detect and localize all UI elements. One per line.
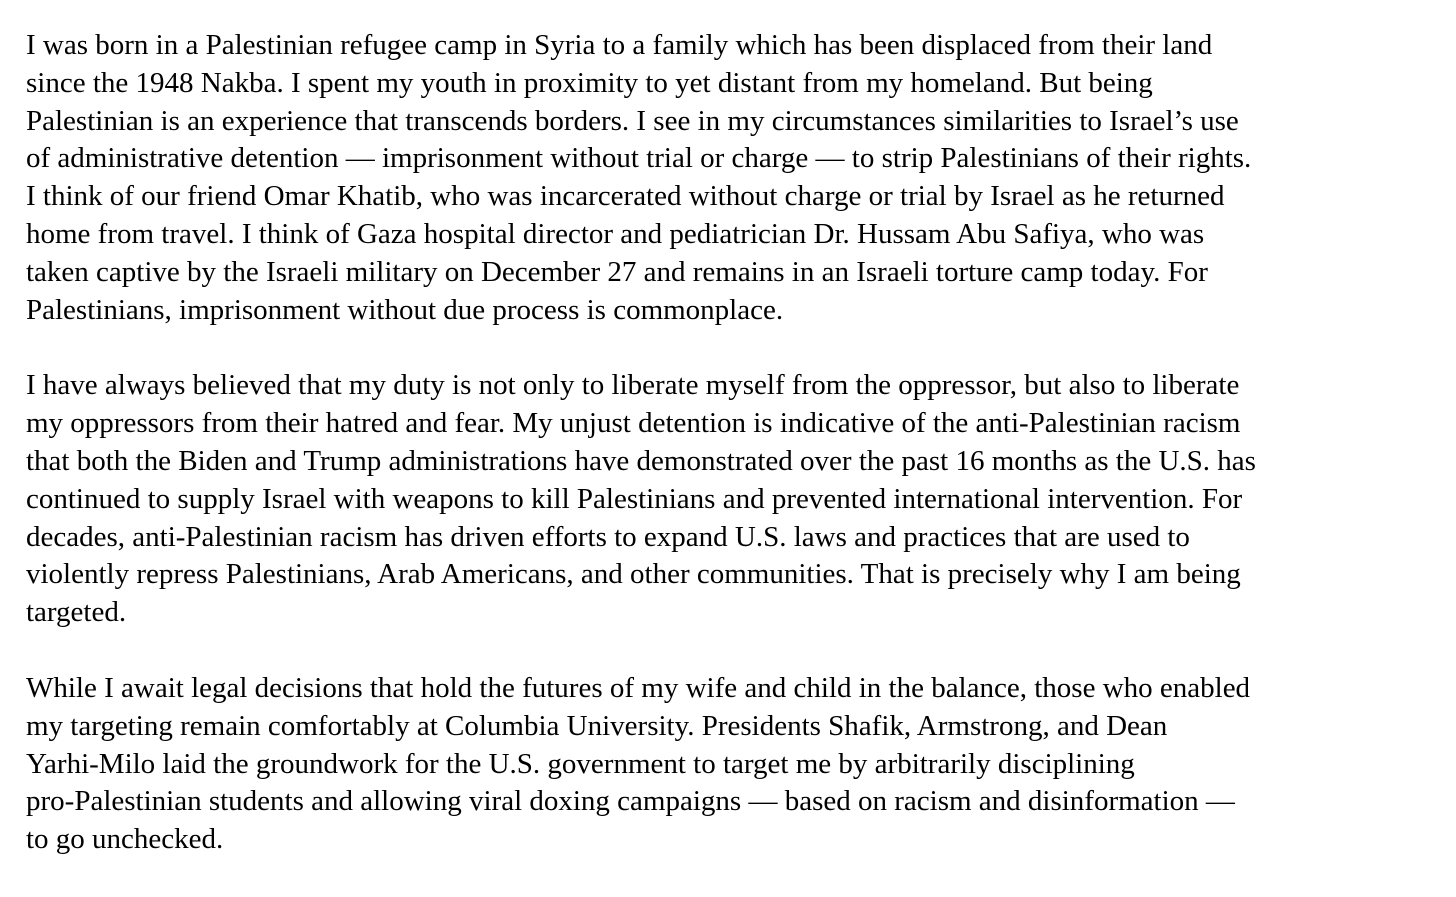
document-body [26, 27, 1446, 859]
text-line: pro-Palestinian students and allowing viral doxing campaigns — based on racism and disinformation — [26, 785, 1235, 818]
text-line: my targeting remain comfortably at Columbia University. Presidents Shafik, Armstrong, and Dean [26, 709, 1168, 742]
text-line: my oppressors from their hatred and fear. My unjust detention is indicative of the anti-Palestinian racism [26, 407, 1241, 440]
paragraph-3 [26, 670, 1446, 859]
text-line: to go unchecked. [26, 823, 224, 856]
text-line: I have always believed that my duty is not only to liberate myself from the oppressor, but also to liberate [26, 369, 1240, 402]
text-line: continued to supply Israel with weapons to kill Palestinians and prevented international intervention. For [26, 482, 1243, 515]
text-line: taken captive by the Israeli military on December 27 and remains in an Israeli torture camp today. For [26, 255, 1208, 288]
text-line: I think of our friend Omar Khatib, who was incarcerated without charge or trial by Israel as he returned [26, 180, 1225, 213]
text-line: While I await legal decisions that hold the futures of my wife and child in the balance, those who enabled [26, 671, 1251, 704]
text-line: targeted. [26, 596, 127, 629]
paragraph-2 [26, 367, 1446, 632]
text-line: decades, anti-Palestinian racism has driven efforts to expand U.S. laws and practices that are used to [26, 520, 1190, 553]
paragraph-1 [26, 27, 1446, 329]
text-line: that both the Biden and Trump administrations have demonstrated over the past 16 months as the U.S. has [26, 444, 1256, 477]
text-line: Yarhi-Milo laid the groundwork for the U.S. government to target me by arbitrarily disciplining [26, 747, 1135, 780]
text-line: violently repress Palestinians, Arab Americans, and other communities. That is precisely why I am being [26, 558, 1241, 591]
text-line: since the 1948 Nakba. I spent my youth in proximity to yet distant from my homeland. But being [26, 66, 1153, 99]
text-line: home from travel. I think of Gaza hospital director and pediatrician Dr. Hussam Abu Safiya, who was [26, 217, 1205, 250]
text-line: of administrative detention — imprisonment without trial or charge — to strip Palestinians of their rights. [26, 142, 1252, 175]
text-line: I was born in a Palestinian refugee camp in Syria to a family which has been displaced from their land [26, 29, 1213, 61]
text-line: Palestinians, imprisonment without due process is commonplace. [26, 293, 784, 326]
text-line: Palestinian is an experience that transcends borders. I see in my circumstances similarities to Israel’s use [26, 104, 1239, 137]
